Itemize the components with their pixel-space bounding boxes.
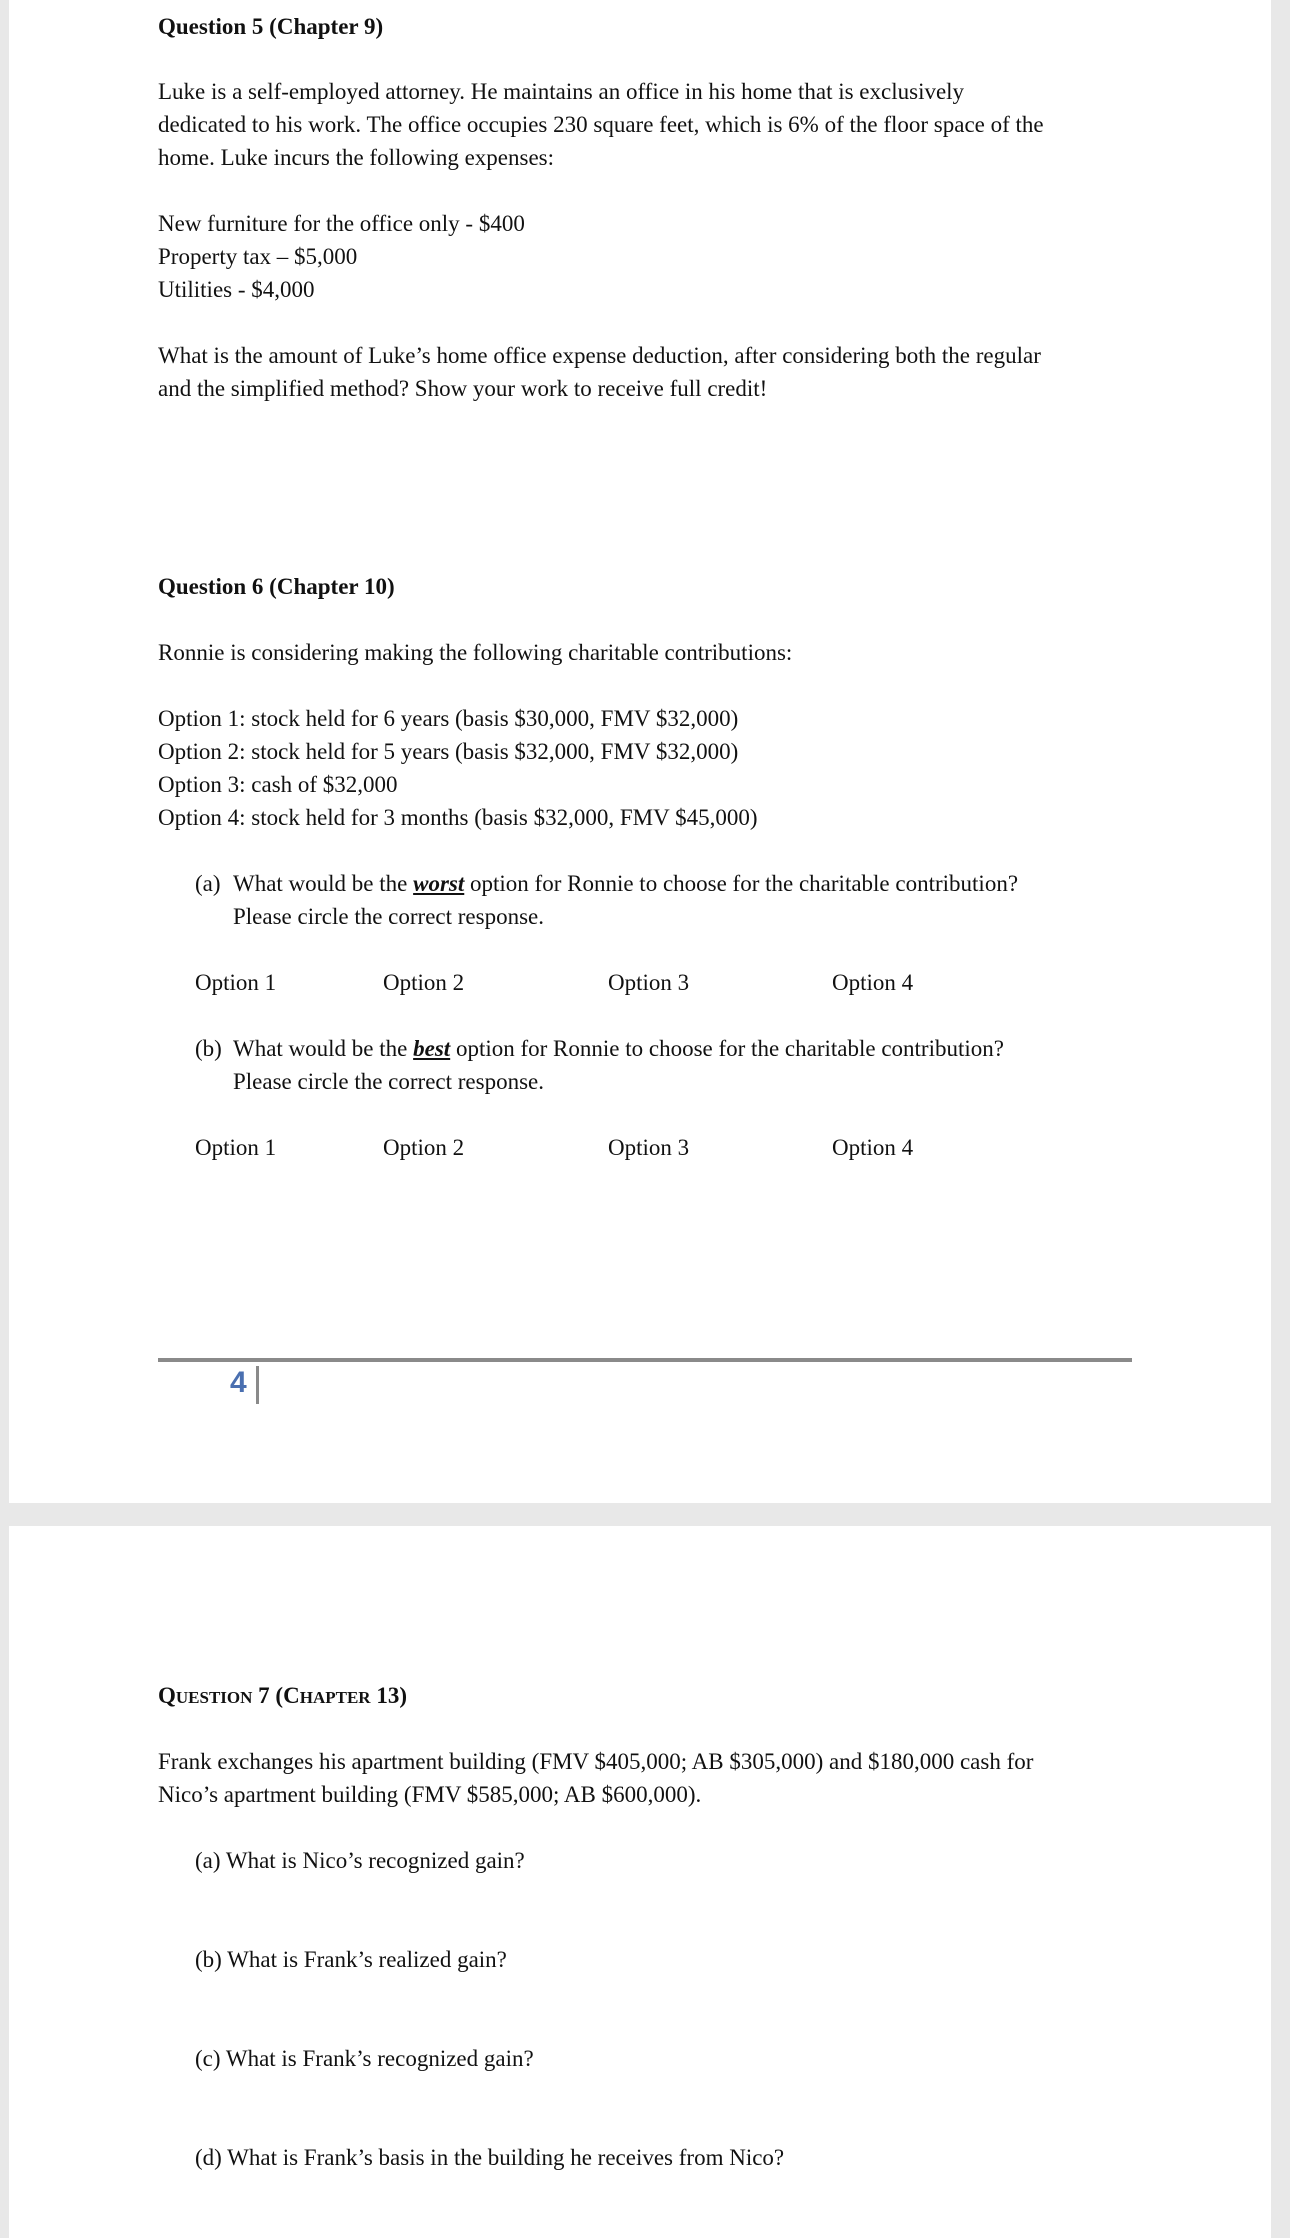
page-2 [9,1526,1271,2238]
best-emphasis: best [413,1036,451,1061]
q7-part-d: (d) What is Frank’s basis in the building he receives from Nico? [195,2145,785,2170]
footer-divider [256,1366,259,1404]
footer-rule [158,1358,1132,1362]
q7-paragraph-line: Frank exchanges his apartment building (FMV $405,000; AB $305,000) and $180,000 cash for [158,1749,1034,1774]
option-list-item: Option 3: cash of $32,000 [158,772,398,797]
choice-option-2[interactable]: Option 2 [383,970,465,995]
page-number: 4 [230,1366,247,1399]
option-list-item: Option 2: stock held for 5 years (basis $32,000, FMV $32,000) [158,739,739,764]
q5-paragraph-line: Luke is a self-employed attorney. He maintains an office in his home that is exclusively [158,79,965,104]
expense-item: Property tax – $5,000 [158,244,358,269]
choice-option-4[interactable]: Option 4 [832,1135,914,1160]
page-1 [9,0,1271,1503]
part-a-instruction: Please circle the correct response. [233,904,544,929]
option-list-item: Option 4: stock held for 3 months (basis $32,000, FMV $45,000) [158,805,758,830]
option-list-item: Option 1: stock held for 6 years (basis $30,000, FMV $32,000) [158,706,739,731]
choice-option-1[interactable]: Option 1 [195,1135,277,1160]
choice-option-2[interactable]: Option 2 [383,1135,465,1160]
part-b-question: What would be the best option for Ronnie to choose for the charitable contribution? [233,1036,1004,1061]
q5-heading: Question 5 (Chapter 9) [158,14,384,39]
part-b-instruction: Please circle the correct response. [233,1069,544,1094]
part-b-label: (b) [195,1036,222,1061]
worst-emphasis: worst [413,871,465,896]
q5-paragraph-line: dedicated to his work. The office occupies 230 square feet, which is 6% of the floor space of the [158,112,1044,137]
q5-question-line: and the simplified method? Show your work to receive full credit! [158,376,768,401]
q6-intro: Ronnie is considering making the following charitable contributions: [158,640,793,665]
q7-paragraph-line: Nico’s apartment building (FMV $585,000; AB $600,000). [158,1782,702,1807]
choice-option-1[interactable]: Option 1 [195,970,277,995]
part-a-question: What would be the worst option for Ronnie to choose for the charitable contribution? [233,871,1019,896]
choice-option-4[interactable]: Option 4 [832,970,914,995]
q7-part-a: (a) What is Nico’s recognized gain? [195,1848,525,1873]
part-a-label: (a) [195,871,221,896]
expense-item: Utilities - $4,000 [158,277,315,302]
q7-part-c: (c) What is Frank’s recognized gain? [195,2046,534,2071]
choice-option-3[interactable]: Option 3 [608,970,690,995]
q7-heading: QUESTION 7 (CHAPTER 13) [158,1683,407,1708]
q6-heading: Question 6 (Chapter 10) [158,574,395,599]
q7-part-b: (b) What is Frank’s realized gain? [195,1947,507,1972]
choice-option-3[interactable]: Option 3 [608,1135,690,1160]
q5-paragraph-line: home. Luke incurs the following expenses: [158,145,555,170]
expense-item: New furniture for the office only - $400 [158,211,525,236]
q5-question-line: What is the amount of Luke’s home office expense deduction, after considering both the regular [158,343,1041,368]
